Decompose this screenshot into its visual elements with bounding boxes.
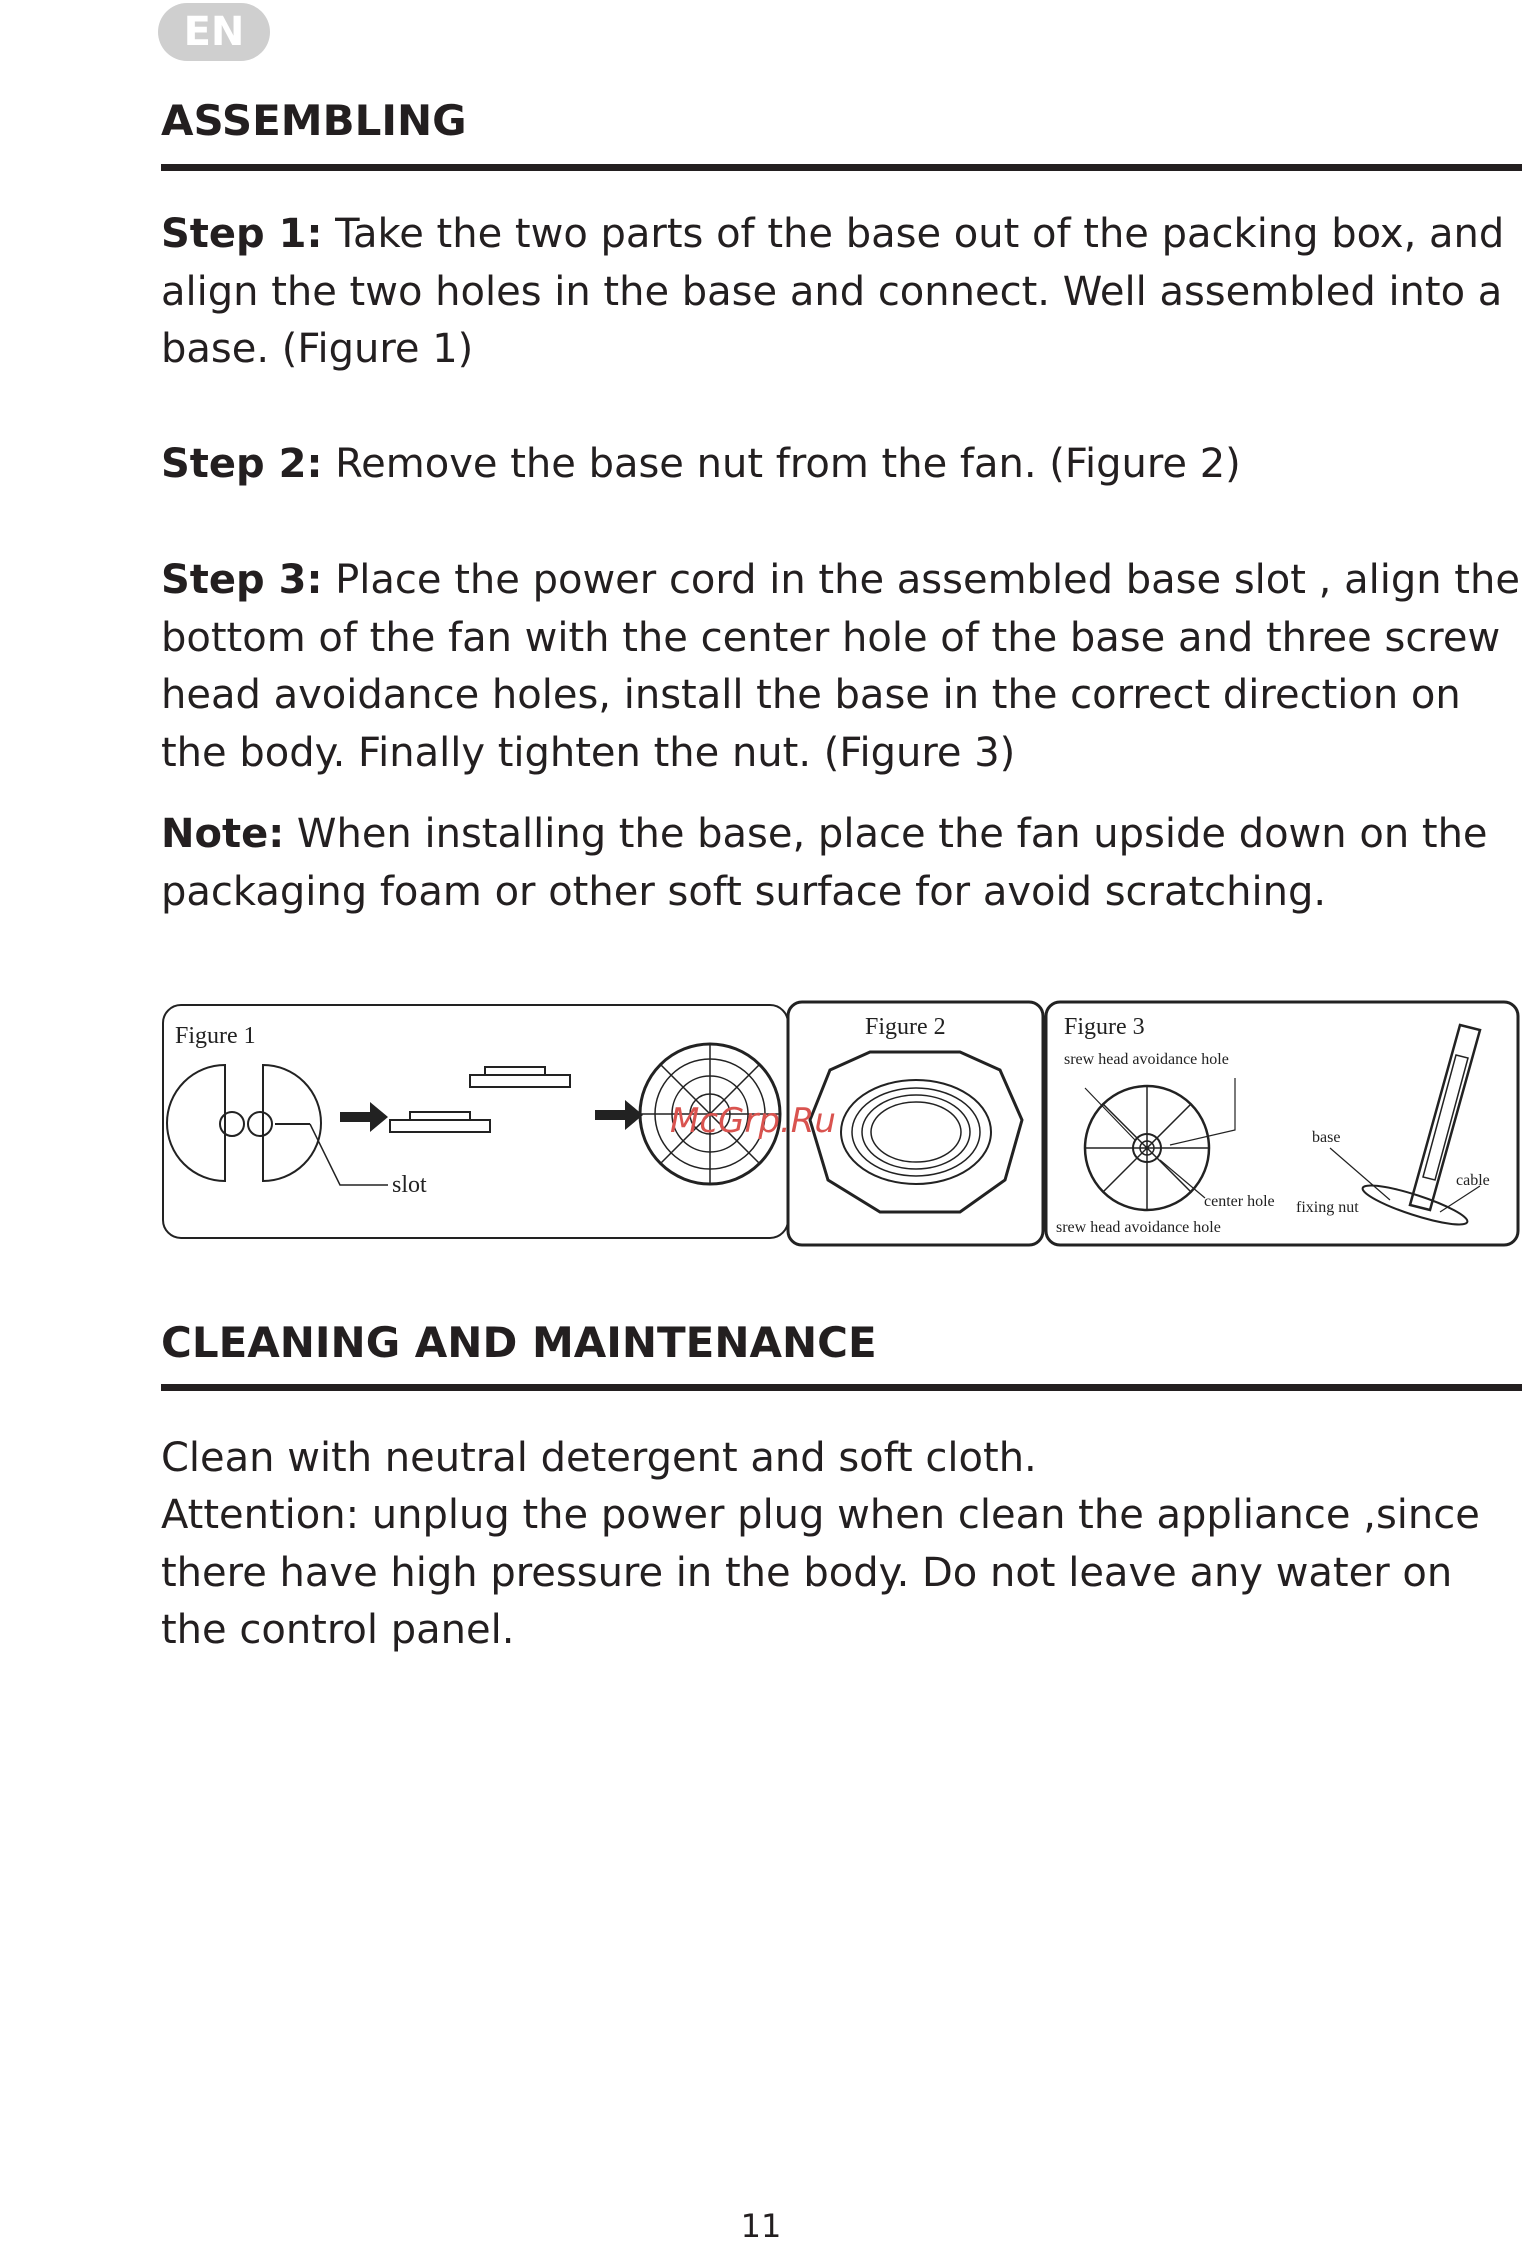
assembling-rule [161,164,1522,171]
cleaning-rule [161,1384,1522,1391]
step-3-text: Place the power cord in the assembled base slot , align the bottom of the fan with the center hole of the base and three screw head avoidance holes, install the base in the correct direction on the body. Finally tighten the nut. (Figure 3) [161,557,1520,776]
watermark: McGrp.Ru [670,1101,836,1141]
fixing-nut-label: fixing nut [1296,1199,1359,1216]
note-paragraph [161,806,1521,921]
step-2-text: Remove the base nut from the fan. (Figure 2) [322,441,1241,487]
screw-hole-label-top: srew head avoidance hole [1064,1051,1229,1068]
assembling-heading: ASSEMBLING [161,96,467,145]
base-label: base [1312,1129,1341,1146]
step-3-label: Step 3: [161,557,323,603]
arrow-icon [340,1102,388,1132]
step-1-label: Step 1: [161,211,323,257]
language-badge: EN [158,3,270,61]
figure-3 [1046,1002,1518,1245]
arrow-icon [595,1100,643,1130]
step-2-paragraph [161,436,1521,494]
base-half-left [167,1065,225,1181]
note-text: When installing the base, place the fan upside down on the packaging foam or other soft surface for avoid scratching. [161,811,1488,915]
cleaning-heading: CLEANING AND MAINTENANCE [161,1318,877,1367]
cleaning-line-1: Clean with neutral detergent and soft cloth. [161,1435,1037,1481]
assembly-figures [160,1000,1520,1250]
cleaning-line-2: Attention: unplug the power plug when clean the appliance ,since there have high pressure in the body. Do not leave any water on the control panel. [161,1492,1480,1653]
step-3-paragraph [161,552,1521,782]
figure-3-title: Figure 3 [1064,1014,1145,1040]
screw-hole-label-bottom: srew head avoidance hole [1056,1219,1221,1236]
slot-label: slot [392,1172,427,1198]
figure-1-title: Figure 1 [175,1023,256,1049]
step-1-paragraph [161,206,1521,379]
page-number: 11 [740,2207,782,2245]
note-label: Note: [161,811,285,857]
step-1-text: Take the two parts of the base out of the packing box, and align the two holes in the base and connect. Well assembled into a base. (Figure 1) [161,211,1505,372]
figure-2-title: Figure 2 [865,1014,946,1040]
cable-label: cable [1456,1172,1490,1189]
step-2-label: Step 2: [161,441,323,487]
center-hole-label: center hole [1204,1193,1275,1210]
